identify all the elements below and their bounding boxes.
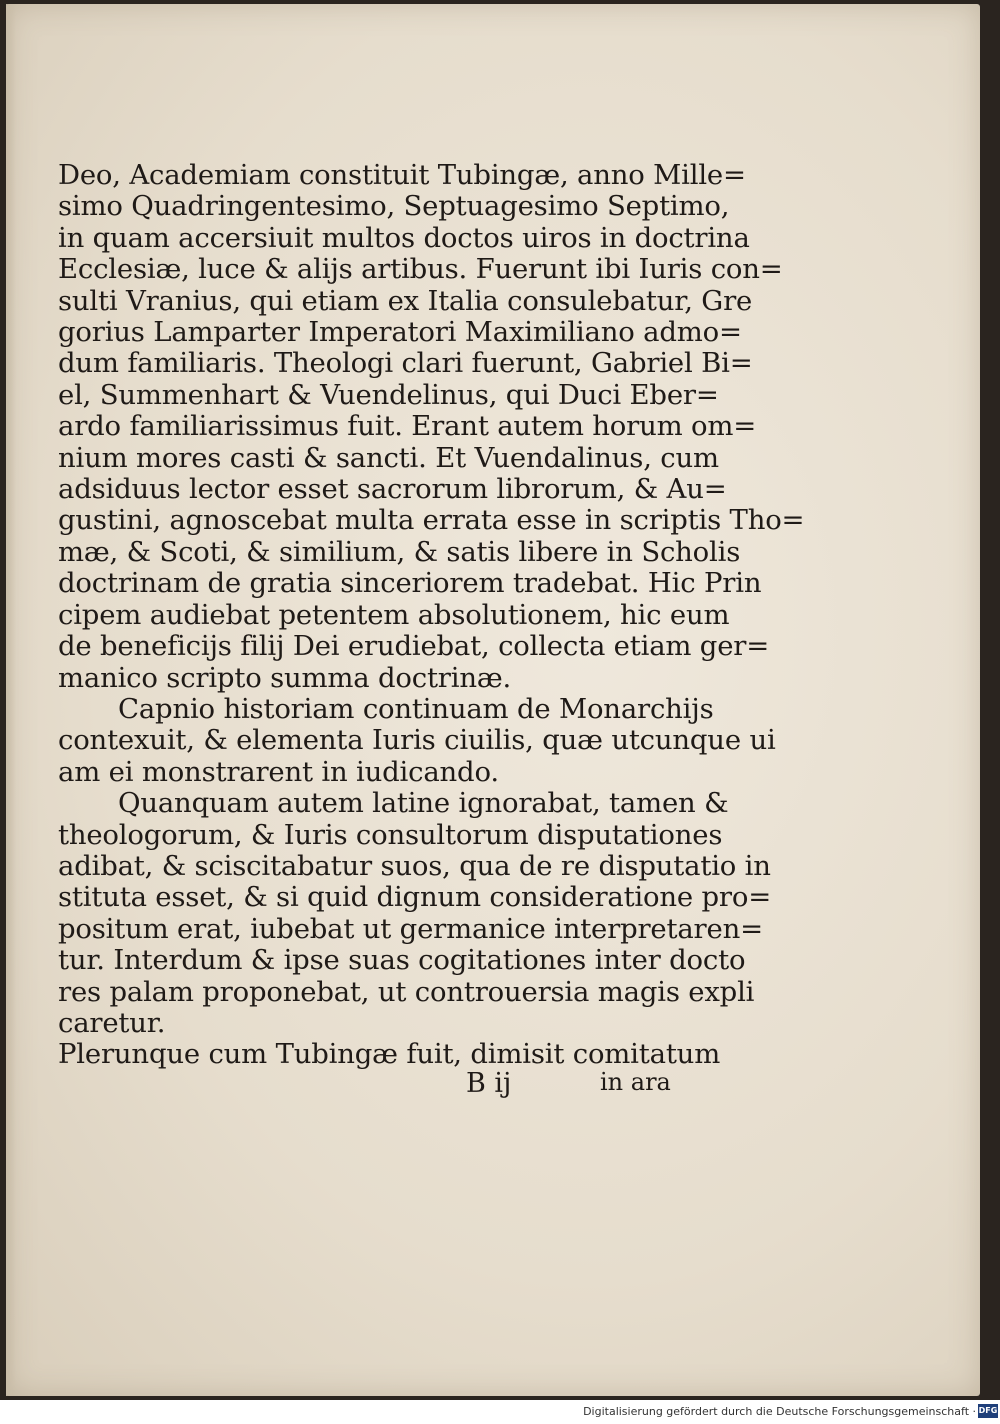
text-line: doctrinam de gratia sinceriorem tradebat. Hic Prin bbox=[58, 567, 762, 600]
text-line: positum erat, iubebat ut germanice interpretaren= bbox=[58, 912, 763, 945]
paragraph-start-line: Quanquam autem latine ignorabat, tamen & bbox=[118, 787, 729, 820]
text-line: manico scripto summa doctrinæ. bbox=[58, 661, 512, 694]
text-line: de beneficijs filij Dei erudiebat, collecta etiam ger= bbox=[58, 630, 770, 663]
text-line: contexuit, & elementa Iuris ciuilis, quæ utcunque ui bbox=[58, 724, 776, 757]
text-line: am ei monstrarent in iudicando. bbox=[58, 755, 499, 788]
text-line: mæ, & Scoti, & similium, & satis libere in Scholis bbox=[58, 535, 741, 568]
text-line: tur. Interdum & ipse suas cogitationes inter docto bbox=[58, 944, 746, 977]
text-line: Plerunque cum Tubingæ fuit, dimisit comitatum bbox=[58, 1038, 721, 1071]
digitization-footer bbox=[0, 1400, 1000, 1424]
text-line: caretur. bbox=[58, 1006, 166, 1039]
catchword: in ara bbox=[600, 1068, 671, 1096]
text-line: res palam proponebat, ut controuersia magis expli bbox=[58, 975, 755, 1008]
dfg-logo-icon: DFG bbox=[978, 1404, 998, 1418]
text-line: adsiduus lector esset sacrorum librorum, & Au= bbox=[58, 473, 727, 506]
text-line: dum familiaris. Theologi clari fuerunt, Gabriel Bi= bbox=[58, 347, 753, 380]
funding-notice: Digitalisierung gefördert durch die Deutsche Forschungsgemeinschaft · bbox=[583, 1405, 976, 1418]
text-line: ardo familiarissimus fuit. Erant autem horum om= bbox=[58, 410, 757, 443]
paragraph-start-line: Capnio historiam continuam de Monarchijs bbox=[118, 692, 714, 725]
text-line: gorius Lamparter Imperatori Maximiliano admo= bbox=[58, 316, 742, 349]
text-line: gustini, agnoscebat multa errata esse in scriptis Tho= bbox=[58, 504, 805, 537]
text-line: theologorum, & Iuris consultorum disputationes bbox=[58, 818, 723, 851]
page-edge-shadow bbox=[6, 4, 16, 1396]
body-text bbox=[58, 159, 805, 1071]
text-line: stituta esset, & si quid dignum consideratione pro= bbox=[58, 881, 772, 914]
text-line: sulti Vranius, qui etiam ex Italia consulebatur, Gre bbox=[58, 284, 753, 317]
text-line: Deo, Academiam constituit Tubingæ, anno Mille= bbox=[58, 159, 746, 191]
text-line: Ecclesiæ, luce & alijs artibus. Fuerunt ibi Iuris con= bbox=[58, 253, 783, 286]
text-line: adibat, & sciscitabatur suos, qua de re disputatio in bbox=[58, 849, 771, 882]
text-line: cipem audiebat petentem absolutionem, hic eum bbox=[58, 598, 730, 631]
text-line: in quam accersiuit multos doctos uiros in doctrina bbox=[58, 221, 750, 254]
signature-mark: B ij bbox=[466, 1068, 512, 1099]
text-line: simo Quadringentesimo, Septuagesimo Septimo, bbox=[58, 190, 730, 223]
text-line: nium mores casti & sancti. Et Vuendalinus, cum bbox=[58, 441, 719, 474]
text-line: el, Summenhart & Vuendelinus, qui Duci Eber= bbox=[58, 378, 719, 411]
